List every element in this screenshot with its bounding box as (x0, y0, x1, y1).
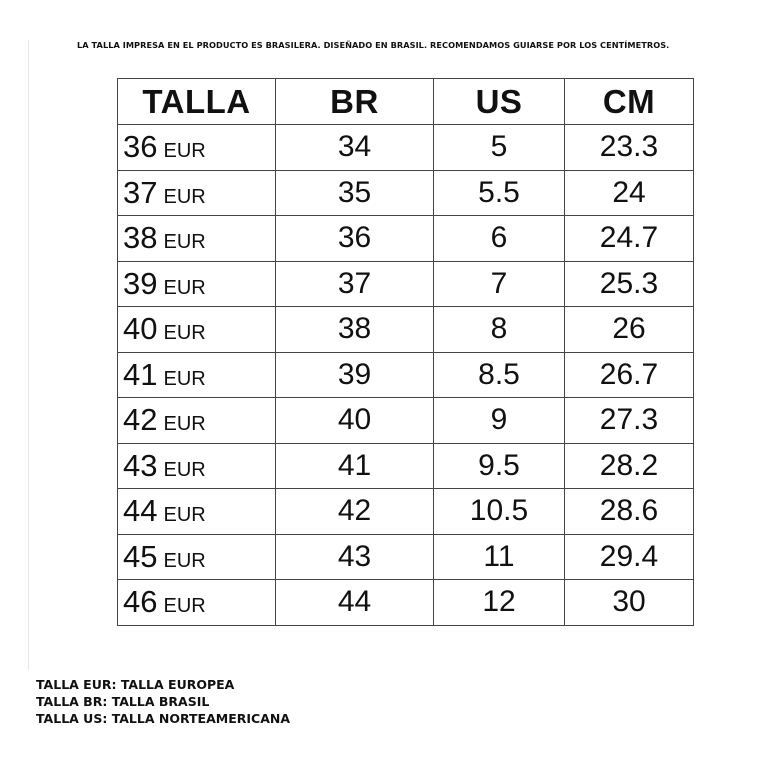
talla-cell (118, 352, 276, 398)
br-cell: 41 (276, 443, 434, 489)
cm-cell: 27.3 (565, 398, 694, 444)
br-cell: 38 (276, 307, 434, 353)
cm-cell: 26 (565, 307, 694, 353)
table-row (118, 261, 694, 307)
talla-unit: EUR (163, 367, 206, 390)
us-cell: 10.5 (434, 489, 565, 535)
table-row (118, 125, 694, 171)
talla-value: 44 (123, 493, 158, 529)
us-cell: 12 (434, 580, 565, 626)
us-cell: 8 (434, 307, 565, 353)
talla-cell (118, 307, 276, 353)
talla-cell (118, 534, 276, 580)
br-cell: 39 (276, 352, 434, 398)
talla-value: 41 (123, 356, 158, 392)
size-legend (36, 676, 290, 727)
legend-line-br: TALLA BR: TALLA BRASIL (36, 694, 210, 709)
legend-line-us: TALLA US: TALLA NORTEAMERICANA (36, 711, 291, 726)
talla-cell (118, 443, 276, 489)
talla-value: 36 (123, 129, 158, 165)
us-cell: 7 (434, 261, 565, 307)
cm-cell: 23.3 (565, 125, 694, 171)
br-cell: 35 (276, 170, 434, 216)
cm-cell: 24 (565, 170, 694, 216)
talla-unit: EUR (163, 595, 206, 618)
talla-value: 39 (123, 265, 158, 301)
header-us: US (434, 79, 565, 125)
talla-cell (118, 398, 276, 444)
br-cell: 34 (276, 125, 434, 171)
us-cell: 11 (434, 534, 565, 580)
table-row (118, 443, 694, 489)
talla-unit: EUR (163, 458, 206, 481)
talla-value: 42 (123, 402, 158, 438)
cm-cell: 26.7 (565, 352, 694, 398)
us-cell: 6 (434, 216, 565, 262)
table-row (118, 352, 694, 398)
talla-unit: EUR (163, 413, 206, 436)
cm-cell: 28.6 (565, 489, 694, 535)
talla-value: 37 (123, 174, 158, 210)
size-table (117, 78, 694, 626)
br-cell: 42 (276, 489, 434, 535)
talla-value: 40 (123, 311, 158, 347)
cm-cell: 29.4 (565, 534, 694, 580)
us-cell: 9.5 (434, 443, 565, 489)
talla-cell (118, 216, 276, 262)
table-row (118, 489, 694, 535)
talla-cell (118, 489, 276, 535)
table-row (118, 216, 694, 262)
talla-cell (118, 261, 276, 307)
cm-cell: 28.2 (565, 443, 694, 489)
header-br: BR (276, 79, 434, 125)
us-cell: 5 (434, 125, 565, 171)
talla-unit: EUR (163, 322, 206, 345)
cm-cell: 30 (565, 580, 694, 626)
size-note: LA TALLA IMPRESA EN EL PRODUCTO ES BRASILERA. DISEÑADO EN BRASIL. RECOMENDAMOS GUIARSE POR LOS CENTÍMETROS. (77, 40, 670, 50)
talla-unit: EUR (163, 140, 206, 163)
header-talla: TALLA (118, 79, 276, 125)
legend-line-eur: TALLA EUR: TALLA EUROPEA (36, 677, 235, 692)
talla-unit: EUR (163, 549, 206, 572)
table-row (118, 398, 694, 444)
table-row (118, 307, 694, 353)
br-cell: 37 (276, 261, 434, 307)
talla-value: 43 (123, 447, 158, 483)
br-cell: 40 (276, 398, 434, 444)
table-row (118, 170, 694, 216)
table-row (118, 534, 694, 580)
talla-cell (118, 170, 276, 216)
talla-unit: EUR (163, 185, 206, 208)
table-row (118, 580, 694, 626)
us-cell: 8.5 (434, 352, 565, 398)
talla-cell (118, 580, 276, 626)
header-cm: CM (565, 79, 694, 125)
talla-unit: EUR (163, 276, 206, 299)
us-cell: 5.5 (434, 170, 565, 216)
us-cell: 9 (434, 398, 565, 444)
talla-cell (118, 125, 276, 171)
talla-value: 46 (123, 584, 158, 620)
table-header-row (118, 79, 694, 125)
left-edge-divider (28, 40, 29, 670)
br-cell: 44 (276, 580, 434, 626)
br-cell: 36 (276, 216, 434, 262)
cm-cell: 25.3 (565, 261, 694, 307)
cm-cell: 24.7 (565, 216, 694, 262)
talla-unit: EUR (163, 231, 206, 254)
talla-value: 38 (123, 220, 158, 256)
talla-unit: EUR (163, 504, 206, 527)
talla-value: 45 (123, 538, 158, 574)
br-cell: 43 (276, 534, 434, 580)
